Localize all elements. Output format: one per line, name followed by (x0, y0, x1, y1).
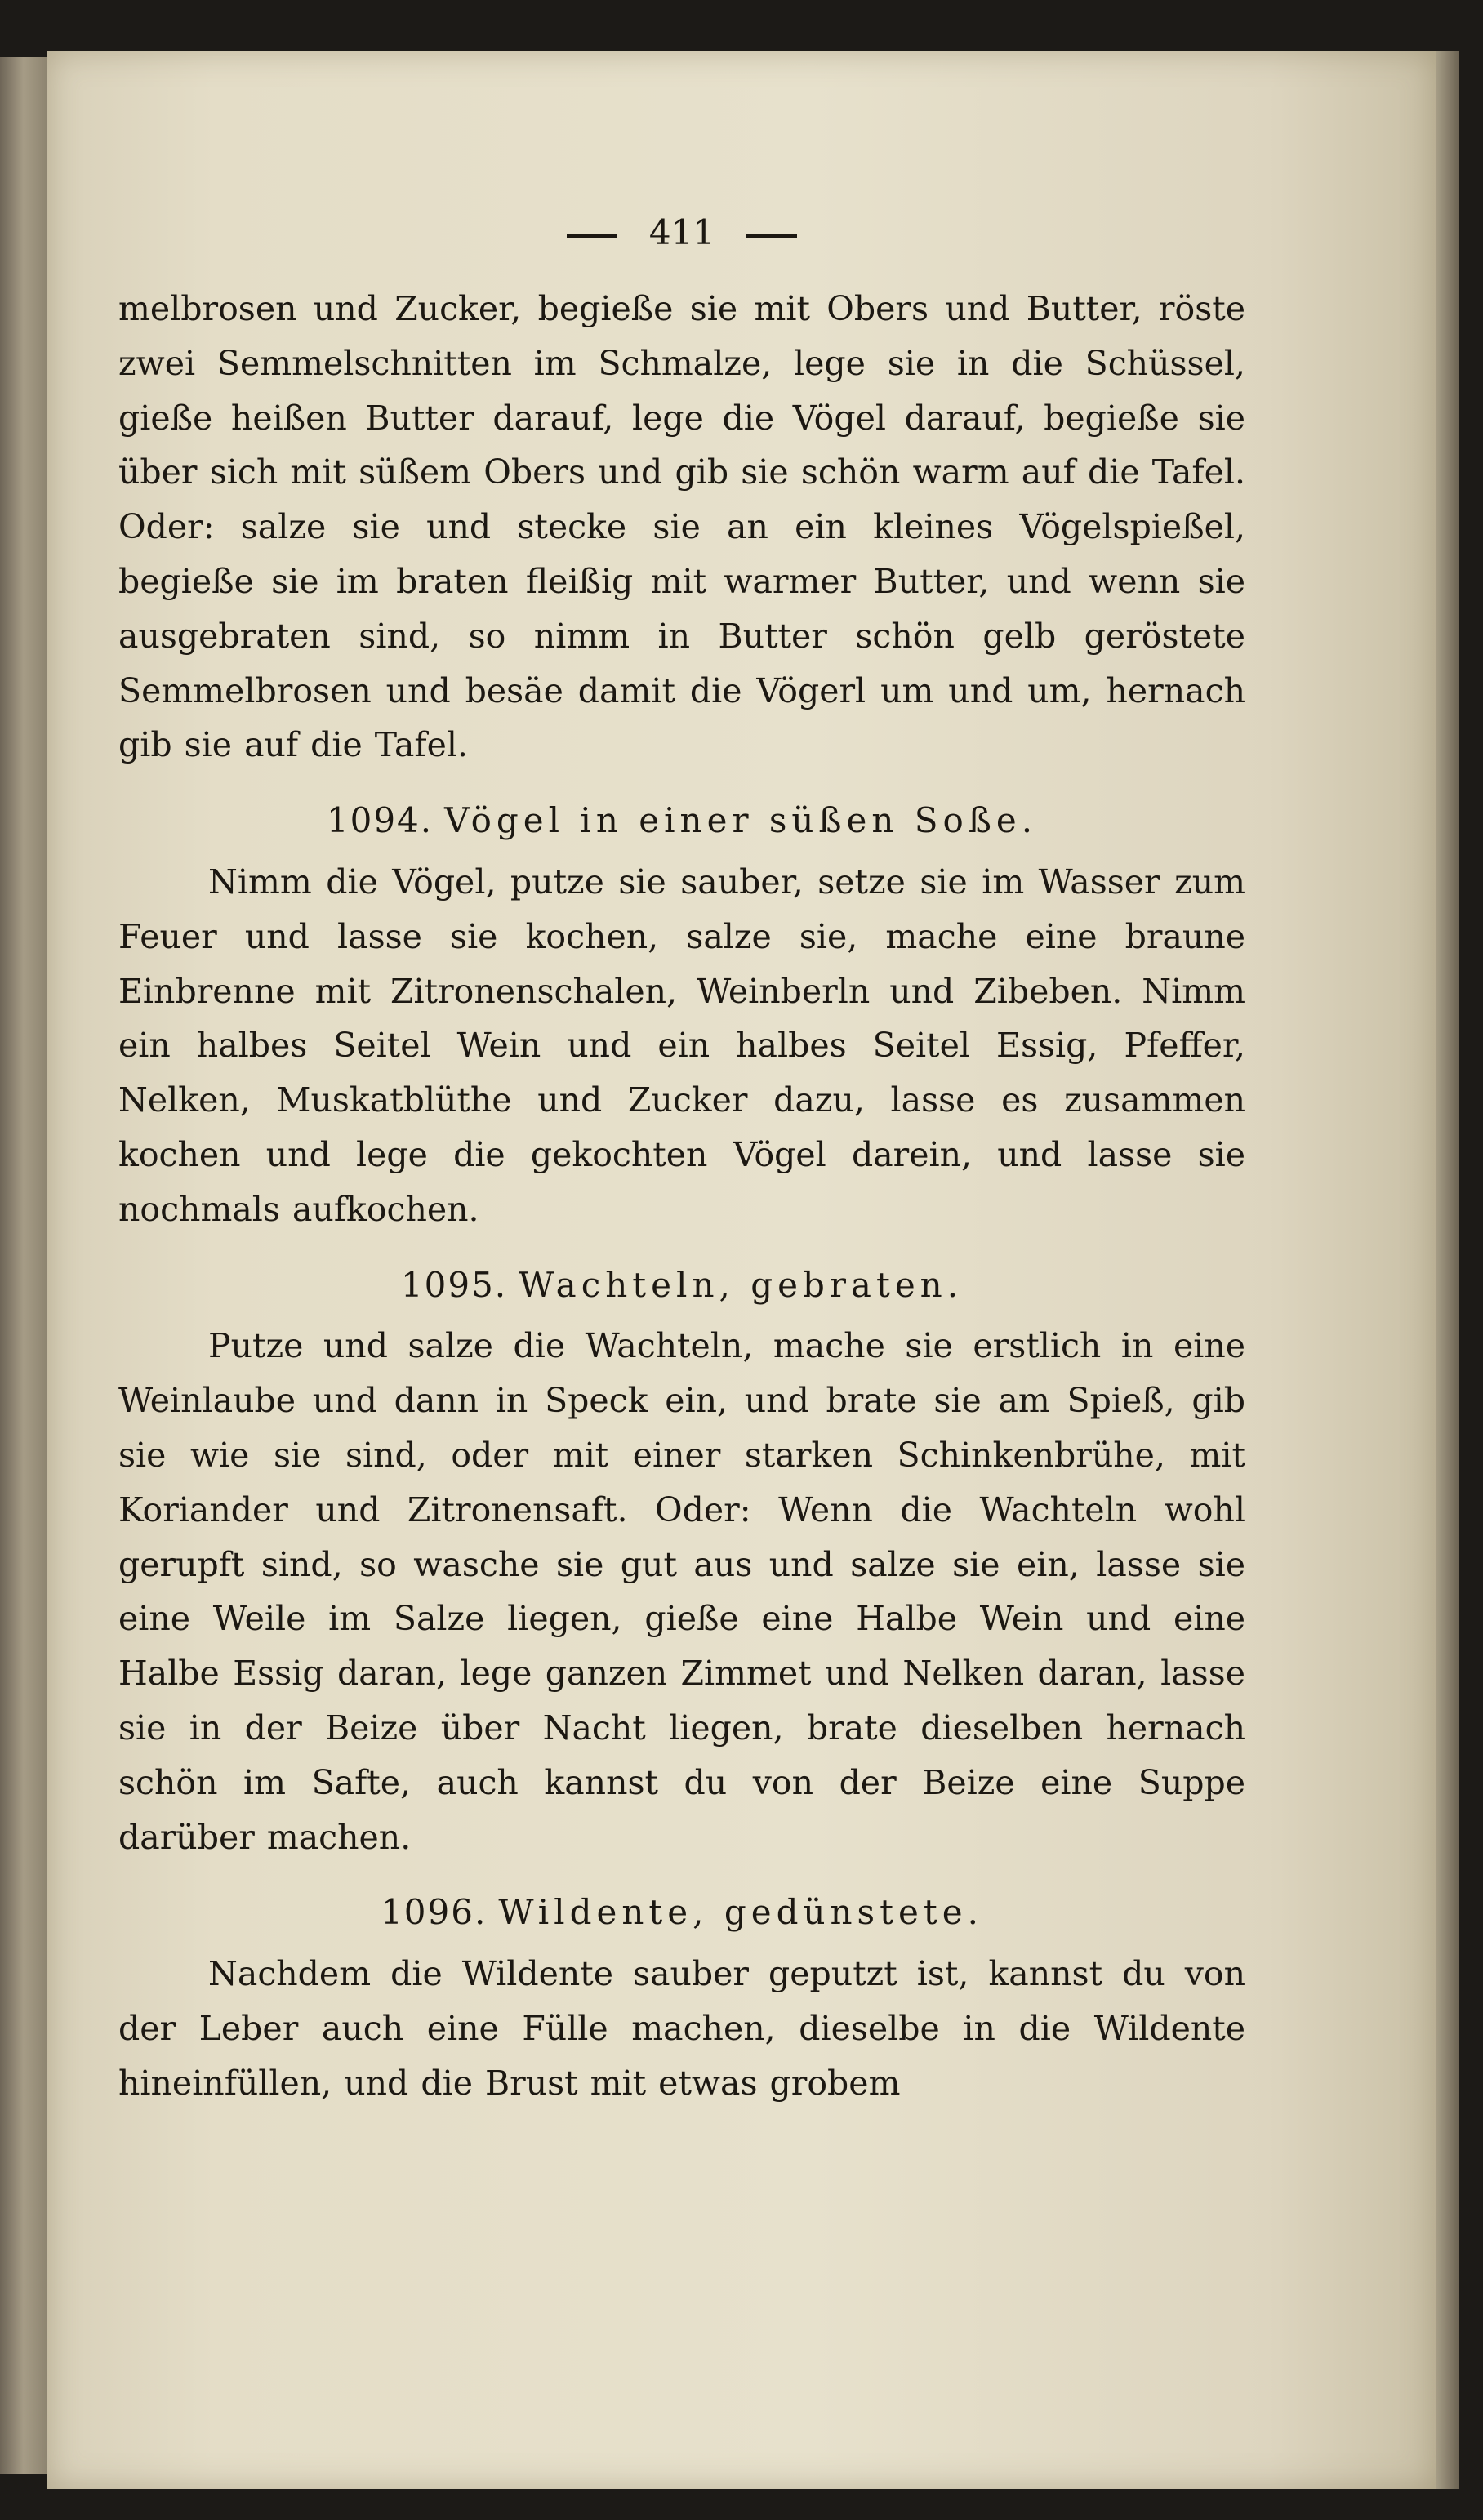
recipe-text-1095: Putze und salze die Wachteln, mache sie erstlich in eine Weinlaube und dann in Speck ein, und brate sie am Spieß, gib sie wie sie sind, oder mit einer starken Schinkenbrühe, mit Koriander und Zitronensaft. Oder: Wenn die Wachteln wohl gerupft sind, so wasche sie gut aus und salze sie ein, lasse sie eine Weile im Salze liegen, gieße eine Halbe Wein und eine Halbe Essig daran, lege ganzen Zimmet und Nelken daran, lasse sie in der Beize über Nacht liegen, brate dieselben hernach schön im Safte, auch kannst du von der Beize eine Suppe darüber machen. (118, 1326, 1245, 1857)
intro-paragraph: melbrosen und Zucker, begieße sie mit Obers und Butter, röste zwei Semmelschnitten im Schmalze, lege sie in die Schüssel, gieße heißen Butter darauf, lege die Vögel darauf, begieße sie über sich mit süßem Obers und gib sie schön warm auf die Tafel. Oder: salze sie und stecke sie an ein kleines Vögelspießel, begieße sie im braten fleißig mit warmer Butter, und wenn sie ausgebraten sind, so nimm in Butter schön gelb geröstete Semmelbrosen und besäe damit die Vögerl um und um, hernach gib sie auf die Tafel. (118, 289, 1245, 765)
header-dash-left (567, 234, 617, 238)
recipe-text-1094: Nimm die Vögel, putze sie sauber, setze sie im Wasser zum Feuer und lasse sie kochen, salze sie, mache eine braune Einbrenne mit Zitronenschalen, Weinberln und Zibeben. Nimm ein halbes Seitel Wein und ein halbes Seitel Essig, Pfeffer, Nelken, Muskatblüthe und Zucker dazu, lasse es zusammen kochen und lege die gekochten Vögel darein, und lasse sie nochmals aufkochen. (118, 862, 1245, 1229)
recipe-title: Wachteln, gebraten. (519, 1264, 964, 1305)
header-dash-right (746, 234, 797, 238)
recipe-text-1096: Nachdem die Wildente sauber geputzt ist, kannst du von der Leber auch eine Fülle machen, dieselbe in die Wildente hineinfüllen, und die Brust mit etwas grobem (118, 1954, 1245, 2103)
recipe-number: 1094. (326, 800, 434, 841)
recipe-heading-1094 (118, 772, 1245, 855)
previous-page-edge (0, 57, 47, 2474)
recipe-number: 1095. (400, 1264, 508, 1305)
recipe-title: Vögel in einer süßen Soße. (444, 800, 1038, 841)
page-number: 411 (648, 212, 715, 252)
page-edge-shadow (1436, 51, 1459, 2489)
recipe-heading-1096 (118, 1864, 1245, 1947)
recipe-number: 1096. (381, 1892, 488, 1933)
recipe-heading-1095 (118, 1237, 1245, 1320)
page-text-block (118, 184, 1245, 2111)
recipe-title: Wildente, gedünstete. (498, 1892, 983, 1933)
page-header (118, 184, 1245, 282)
